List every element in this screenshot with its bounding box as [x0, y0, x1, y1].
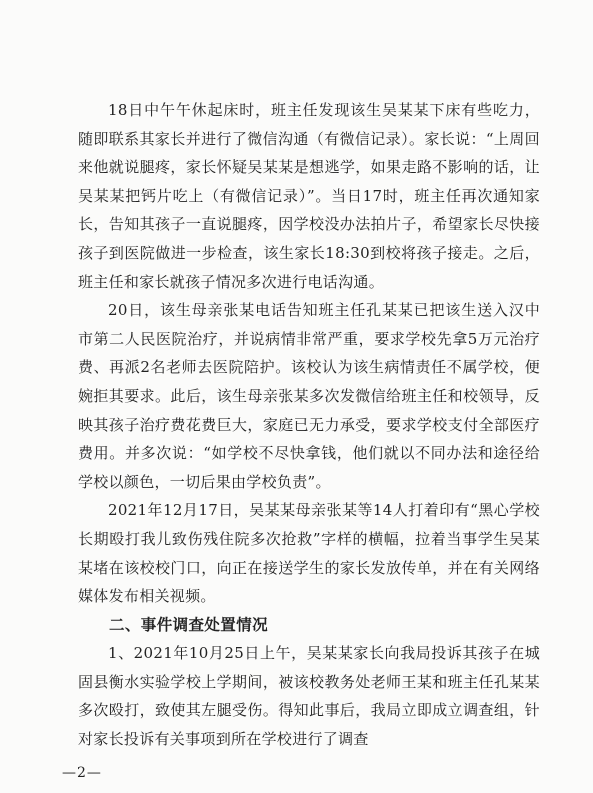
- paragraph-investigation: 1、2021年10月25日上午，吴某某家长向我局投诉其孩子在城固县衡水实验学校上学期间，被该校教务处老师王某和班主任孔某某多次殴打，致使其左腿受伤。得知此事后，我局立即成立调查组，针对家长投诉有关事项到所在学校进行了调查: [78, 644, 540, 749]
- section-heading: 二、事件调查处置情况: [109, 615, 269, 634]
- paragraph-student-injury-discovery: 18日中午午休起床时，班主任发现该生吴某某下床有些吃力，随即联系其家长并进行了微信沟通（有微信记录）。家长说：“上周回来他就说腿疼，家长怀疑吴某某是想逃学，如果走路不影响的话，让吴某某把钙片吃上（有微信记录）”。当日17时，班主任再次通知家长，告知其孩子一直说腿疼，因学校没办法拍片子，希望家长尽快接孩子到医院做进一步检查，该生家长18:30到校将孩子接走。之后，班主任和家长就孩子情况多次进行电话沟通。: [78, 101, 540, 291]
- document-body: [78, 96, 540, 754]
- paragraph-mother-demands: 20日，该生母亲张某电话告知班主任孔某某已把该生送入汉中市第二人民医院治疗，并说病情非常严重，要求学校先拿5万元治疗费、再派2名老师去医院陪护。该校认为该生病情责任不属学校，便婉拒其要求。此后，该生母亲张某多次发微信给班主任和校领导，反映其孩子治疗费花费巨大，家庭已无力承受，要求学校支付全部医疗费用。并多次说：“如学校不尽快拿钱，他们就以不同办法和途径给学校以颜色，一切后果由学校负责”。: [78, 301, 540, 491]
- paragraph-protest-banner: 2021年12月17日，吴某某母亲张某等14人打着印有“黑心学校长期殴打我儿致伤残住院多次抢救”字样的横幅，拉着当事学生吴某某堵在该校校门口，向正在接送学生的家长发放传单，并在有关网络媒体发布相关视频。: [78, 501, 540, 606]
- page-number: —2—: [62, 765, 102, 781]
